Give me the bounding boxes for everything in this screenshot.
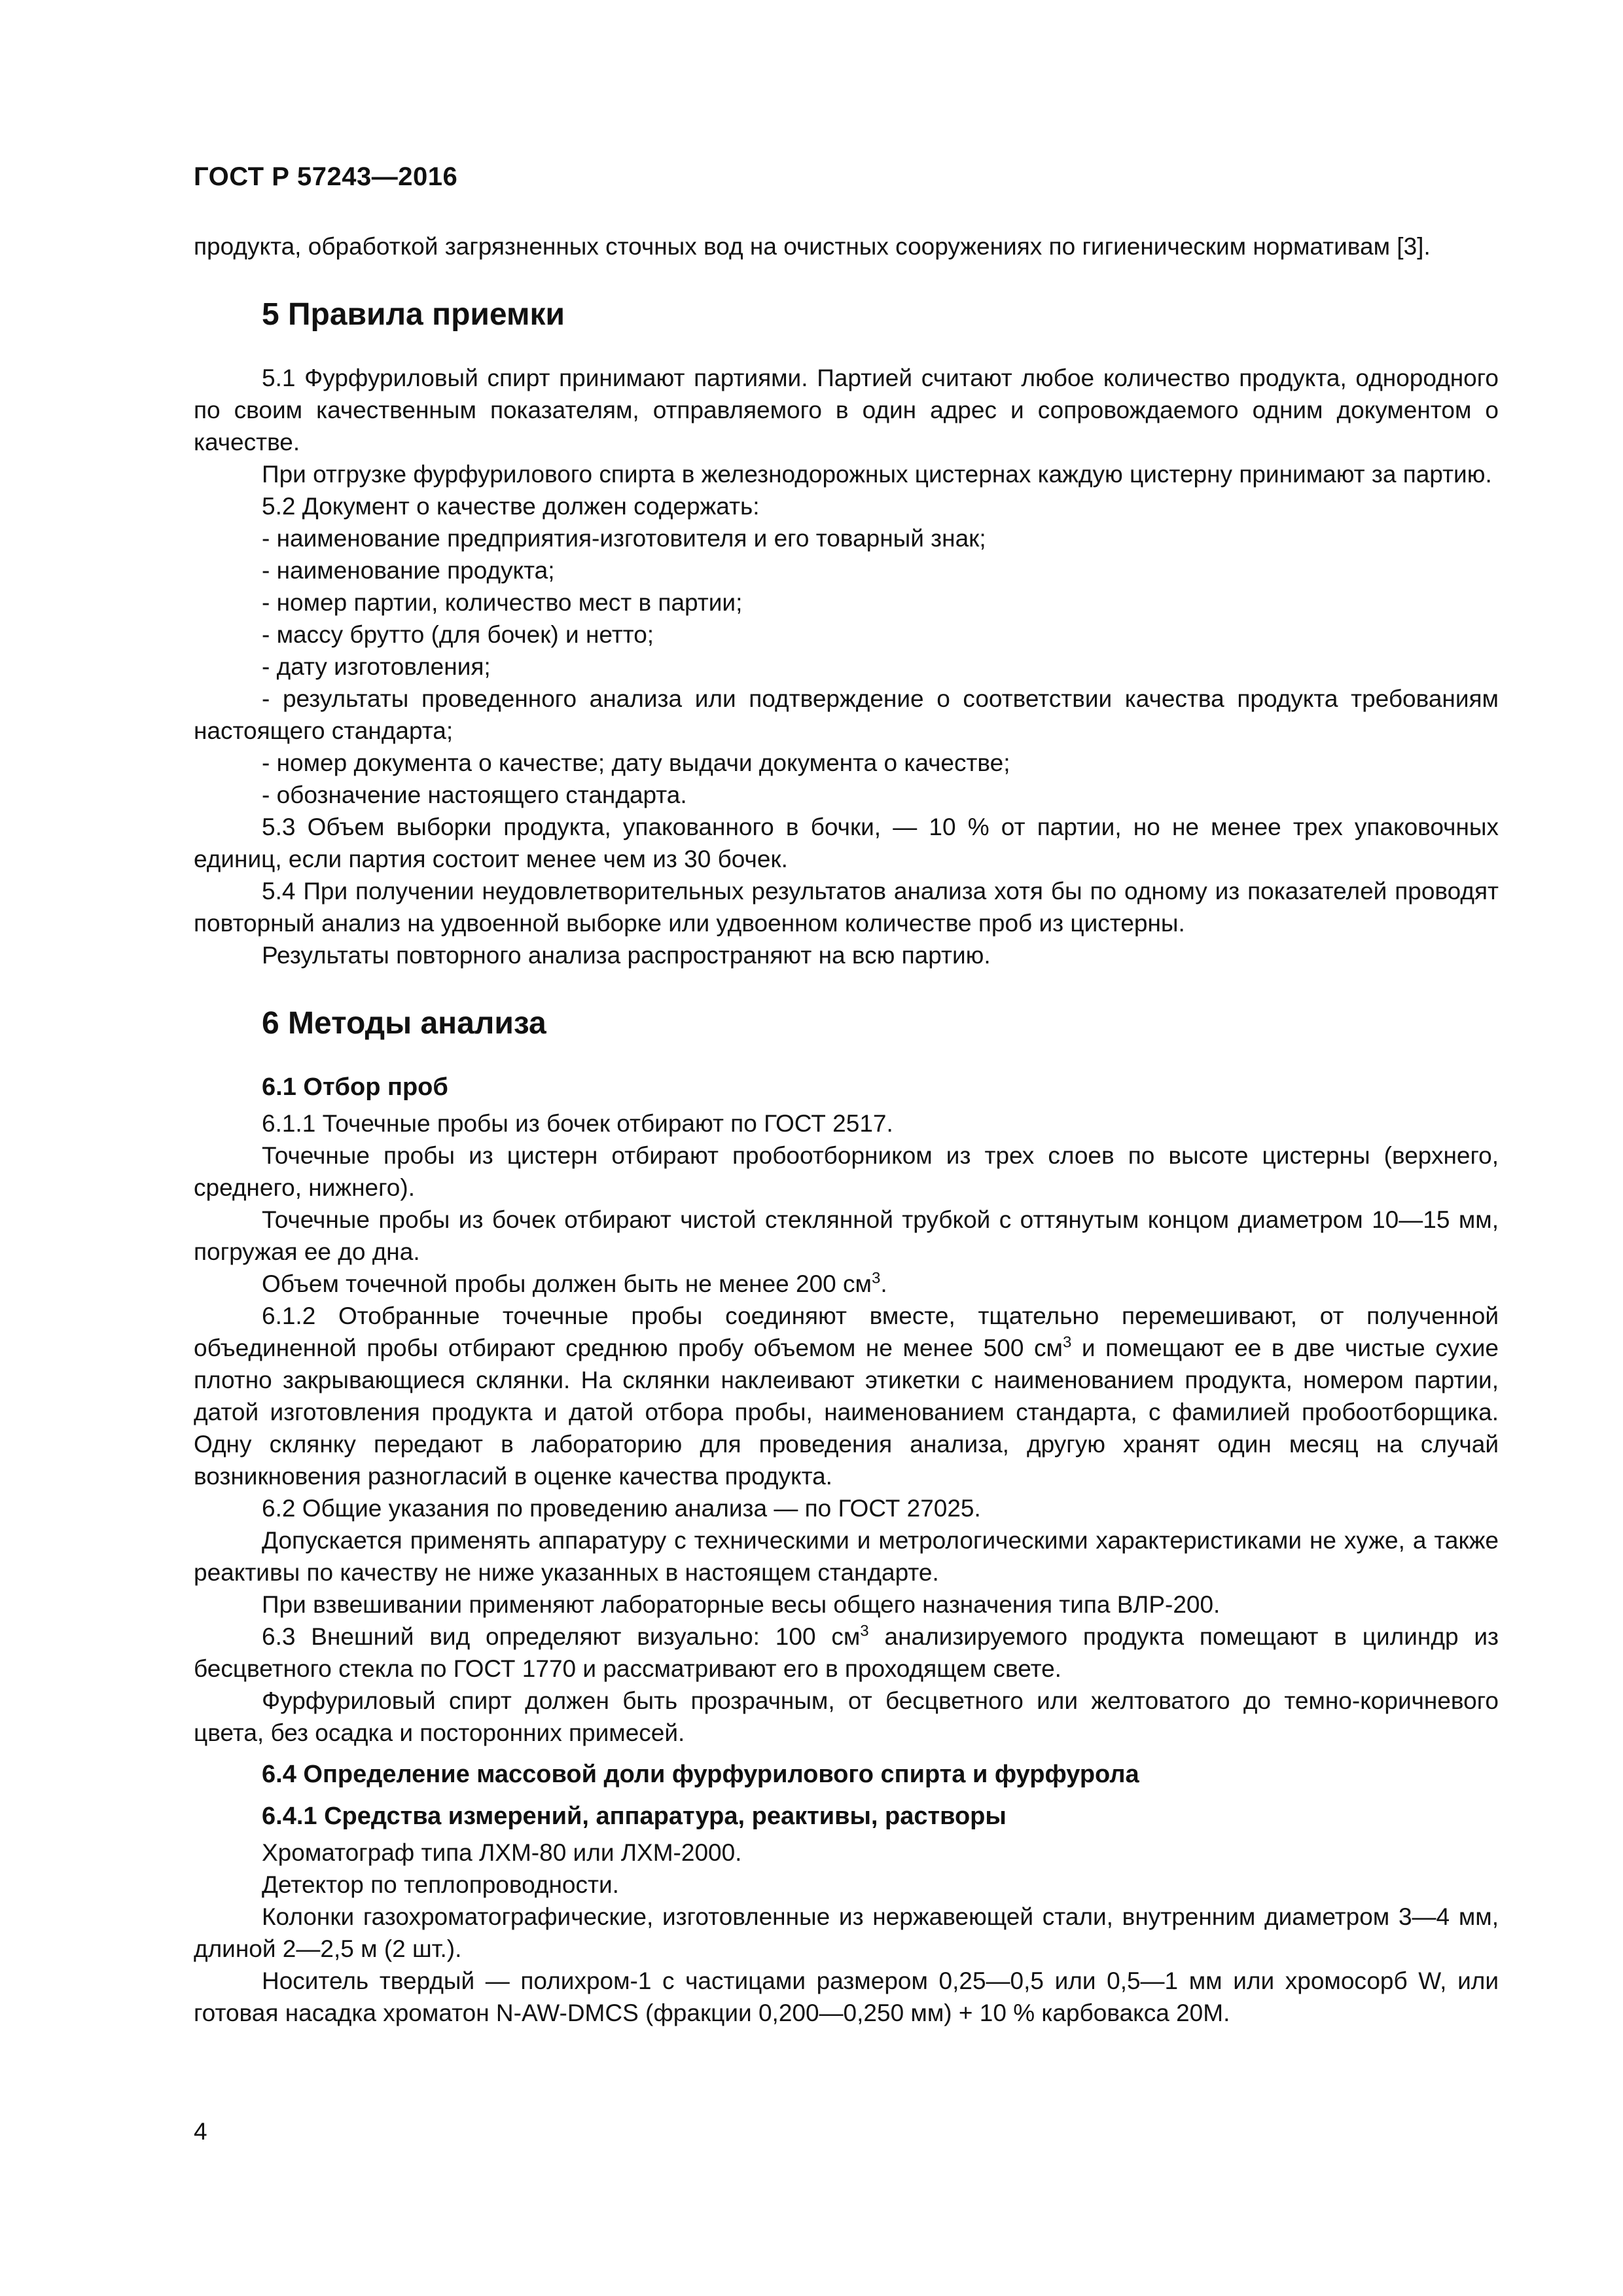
paragraph: Детектор по теплопроводности.: [262, 1871, 619, 1898]
paragraph: [194, 1621, 1499, 1685]
document-code: ГОСТ Р 57243—2016: [194, 162, 458, 191]
paragraph: 5.3 Объем выборки продукта, упакованного в бочки, — 10 % от партии, но не менее трех упаковочных единиц, если партия состоит менее чем из 30 бочек.: [194, 814, 1499, 872]
list-item: - наименование предприятия-изготовителя и его товарный знак;: [262, 525, 986, 552]
list-item: - обозначение настоящего стандарта.: [262, 781, 687, 808]
text-run: Объем точечной пробы должен быть не менее 200 см: [262, 1270, 872, 1297]
paragraph: Носитель твердый — полихром-1 с частицами размером 0,25—0,5 или 0,5—1 мм или хромосорб W, или готовая насадка хроматон N-AW-DMCS (фракции 0,200—0,250 мм) + 10 % карбовакса 20М.: [194, 1967, 1499, 2026]
paragraph: [194, 1268, 1499, 1300]
superscript: 3: [1062, 1333, 1072, 1352]
text-run: .: [880, 1270, 887, 1297]
paragraph: Точечные пробы из бочек отбирают чистой стеклянной трубкой с оттянутым концом диаметром 10—15 мм, погружая ее до дна.: [194, 1206, 1499, 1265]
page-body: [194, 230, 1499, 2029]
paragraph: Точечные пробы из цистерн отбирают пробоотборником из трех слоев по высоте цистерны (верхнего, среднего, нижнего).: [194, 1142, 1499, 1201]
paragraph: При отгрузке фурфурилового спирта в железнодорожных цистернах каждую цистерну принимают за партию.: [262, 461, 1492, 488]
page-number: 4: [194, 2118, 207, 2145]
paragraph: 5.1 Фурфуриловый спирт принимают партиями. Партией считают любое количество продукта, однородного по своим качественным показателям, отправляемого в один адрес и сопровождаемого одним документом о качестве.: [194, 365, 1499, 456]
superscript: 3: [871, 1269, 881, 1287]
paragraph: Результаты повторного анализа распространяют на всю партию.: [262, 942, 991, 969]
list-item: - номер партии, количество мест в партии;: [262, 589, 743, 616]
superscript: 3: [860, 1622, 869, 1640]
paragraph: Хроматограф типа ЛХМ-80 или ЛХМ-2000.: [262, 1839, 742, 1866]
text-run: 6.3 Внешний вид определяют визуально: 100 см: [262, 1623, 861, 1650]
paragraph: При взвешивании применяют лабораторные весы общего назначения типа ВЛР-200.: [262, 1591, 1221, 1618]
paragraph: продукта, обработкой загрязненных сточных вод на очистных сооружениях по гигиеническим нормативам [3].: [194, 233, 1431, 260]
text-run: 6.1.2 Отобранные точечные пробы соединяют вместе, тщательно перемешивают, от полученной объединенной пробы отбирают среднюю пробу объемом не менее 500 см: [194, 1302, 1499, 1361]
list-item: - наименование продукта;: [262, 557, 555, 584]
section-heading-6: 6 Методы анализа: [262, 1006, 546, 1041]
subsection-heading-6-1: 6.1 Отбор проб: [262, 1073, 448, 1101]
paragraph: 5.2 Документ о качестве должен содержать:: [262, 493, 760, 520]
paragraph: 5.4 При получении неудовлетворительных результатов анализа хотя бы по одному из показателей проводят повторный анализ на удвоенной выборке или удвоенном количестве проб из цистерны.: [194, 878, 1499, 937]
list-item: - дату изготовления;: [262, 653, 491, 680]
paragraph: Допускается применять аппаратуру с техническими и метрологическими характеристиками не хуже, а также реактивы по качеству не ниже указанных в настоящем стандарте.: [194, 1527, 1499, 1586]
section-heading-5: 5 Правила приемки: [262, 297, 565, 332]
subsection-heading-6-4: 6.4 Определение массовой доли фурфурилового спирта и фурфурола: [262, 1761, 1139, 1788]
paragraph: Колонки газохроматографические, изготовленные из нержавеющей стали, внутренним диаметром 3—4 мм, длиной 2—2,5 м (2 шт.).: [194, 1903, 1499, 1962]
paragraph: [194, 1300, 1499, 1492]
subsection-heading-6-4-1: 6.4.1 Средства измерений, аппаратура, реактивы, растворы: [262, 1803, 1007, 1830]
list-item: - результаты проведенного анализа или подтверждение о соответствии качества продукта требованиям настоящего стандарта;: [194, 685, 1499, 744]
paragraph: 6.2 Общие указания по проведению анализа — по ГОСТ 27025.: [262, 1495, 981, 1522]
text-run: и помещают ее в две чистые сухие плотно закрывающиеся склянки. На склянки наклеивают этикетки с наименованием продукта, номером партии, датой изготовления продукта и датой отбора пробы, наименованием стандарта, с фамилией пробоотборщика. Одну склянку передают в лабораторию для проведения анализа, другую хранят один месяц на случай возникновения разногласий в оценке качества продукта.: [194, 1335, 1499, 1490]
paragraph: Фурфуриловый спирт должен быть прозрачным, от бесцветного или желтоватого до темно-коричневого цвета, без осадка и посторонних примесей.: [194, 1687, 1499, 1746]
text-run: анализируемого продукта помещают в цилиндр из бесцветного стекла по ГОСТ 1770 и рассматривают его в проходящем свете.: [194, 1623, 1499, 1682]
list-item: - номер документа о качестве; дату выдачи документа о качестве;: [262, 749, 1010, 776]
paragraph: 6.1.1 Точечные пробы из бочек отбирают по ГОСТ 2517.: [262, 1110, 893, 1137]
list-item: - массу брутто (для бочек) и нетто;: [262, 621, 654, 648]
